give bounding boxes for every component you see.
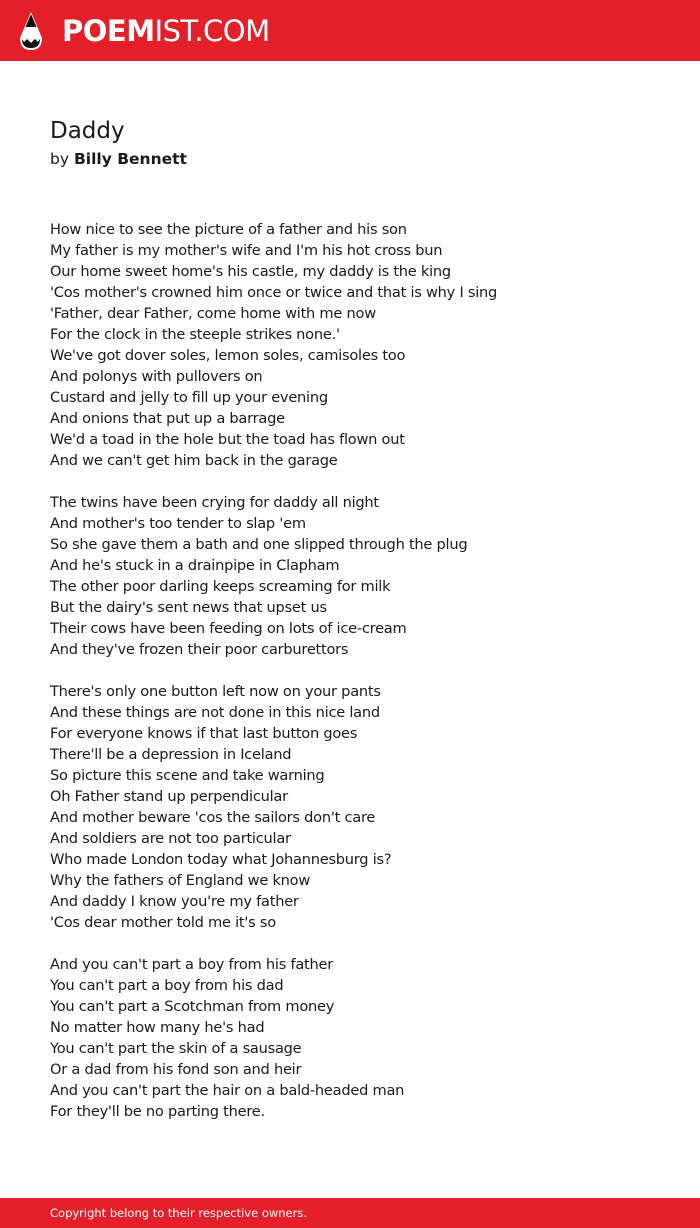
site-header xyxy=(0,0,700,61)
poem-line: You can't part a Scotchman from money xyxy=(50,998,335,1015)
poem-line: Custard and jelly to fill up your evening xyxy=(50,389,328,406)
by-label: by xyxy=(50,150,70,168)
poem-line: And onions that put up a barrage xyxy=(50,410,285,427)
poem-line: How nice to see the picture of a father and his son xyxy=(50,221,407,238)
poem-line: And they've frozen their poor carburettors xyxy=(50,641,349,658)
poem-byline xyxy=(50,148,187,170)
poem-line: And daddy I know you're my father xyxy=(50,893,299,910)
copyright-text: Copyright belong to their respective owners. xyxy=(50,1206,308,1220)
site-footer xyxy=(0,1198,700,1228)
poem-line: The other poor darling keeps screaming for milk xyxy=(50,578,391,595)
poem-line: For the clock in the steeple strikes none.' xyxy=(50,326,340,343)
poem-body xyxy=(50,219,670,1143)
pencil-tip-icon[interactable] xyxy=(18,11,44,51)
brand-bold-text: POEM xyxy=(62,14,155,48)
site-logo-link[interactable] xyxy=(62,12,270,50)
poem-line: So picture this scene and take warning xyxy=(50,767,325,784)
poem-line: For everyone knows if that last button goes xyxy=(50,725,358,742)
poem-line: Oh Father stand up perpendicular xyxy=(50,788,288,805)
poem-line: There's only one button left now on your pants xyxy=(50,683,381,700)
poem-line: And polonys with pullovers on xyxy=(50,368,263,385)
poem-line: Why the fathers of England we know xyxy=(50,872,311,889)
poem-stanza xyxy=(50,219,670,471)
poem-line: For they'll be no parting there. xyxy=(50,1103,265,1120)
poem-line: You can't part a boy from his dad xyxy=(50,977,284,994)
poem-line: Who made London today what Johannesburg is? xyxy=(50,851,392,868)
poem-line: And you can't part a boy from his father xyxy=(50,956,333,973)
poem-line: And soldiers are not too particular xyxy=(50,830,291,847)
poem-line: The twins have been crying for daddy all night xyxy=(50,494,379,511)
poem-line: And he's stuck in a drainpipe in Clapham xyxy=(50,557,340,574)
poem-line: And you can't part the hair on a bald-headed man xyxy=(50,1082,405,1099)
poem-line: You can't part the skin of a sausage xyxy=(50,1040,302,1057)
poem-line: We'd a toad in the hole but the toad has flown out xyxy=(50,431,405,448)
poem-line: Their cows have been feeding on lots of ice-cream xyxy=(50,620,407,637)
poem-line: So she gave them a bath and one slipped through the plug xyxy=(50,536,468,553)
poem-stanza xyxy=(50,492,670,660)
poem-line: No matter how many he's had xyxy=(50,1019,265,1036)
poem-line: 'Cos mother's crowned him once or twice and that is why I sing xyxy=(50,284,498,301)
poem-line: My father is my mother's wife and I'm his hot cross bun xyxy=(50,242,443,259)
poem-line: 'Cos dear mother told me it's so xyxy=(50,914,276,931)
poem-line: Our home sweet home's his castle, my daddy is the king xyxy=(50,263,451,280)
poem-line: And these things are not done in this nice land xyxy=(50,704,380,721)
poem-line: But the dairy's sent news that upset us xyxy=(50,599,327,616)
author-name: Billy Bennett xyxy=(73,150,187,168)
poem-line: We've got dover soles, lemon soles, camisoles too xyxy=(50,347,406,364)
brand-light-text: IST.COM xyxy=(154,14,270,48)
poem-line: 'Father, dear Father, come home with me now xyxy=(50,305,376,322)
poem-stanza xyxy=(50,954,670,1122)
poem-line: Or a dad from his fond son and heir xyxy=(50,1061,302,1078)
poem-line: And mother beware 'cos the sailors don't care xyxy=(50,809,376,826)
poem-line: And we can't get him back in the garage xyxy=(50,452,338,469)
poem-stanza xyxy=(50,681,670,933)
poem-line: And mother's too tender to slap 'em xyxy=(50,515,306,532)
poem-title: Daddy xyxy=(50,118,125,144)
poem-line: There'll be a depression in Iceland xyxy=(50,746,292,763)
